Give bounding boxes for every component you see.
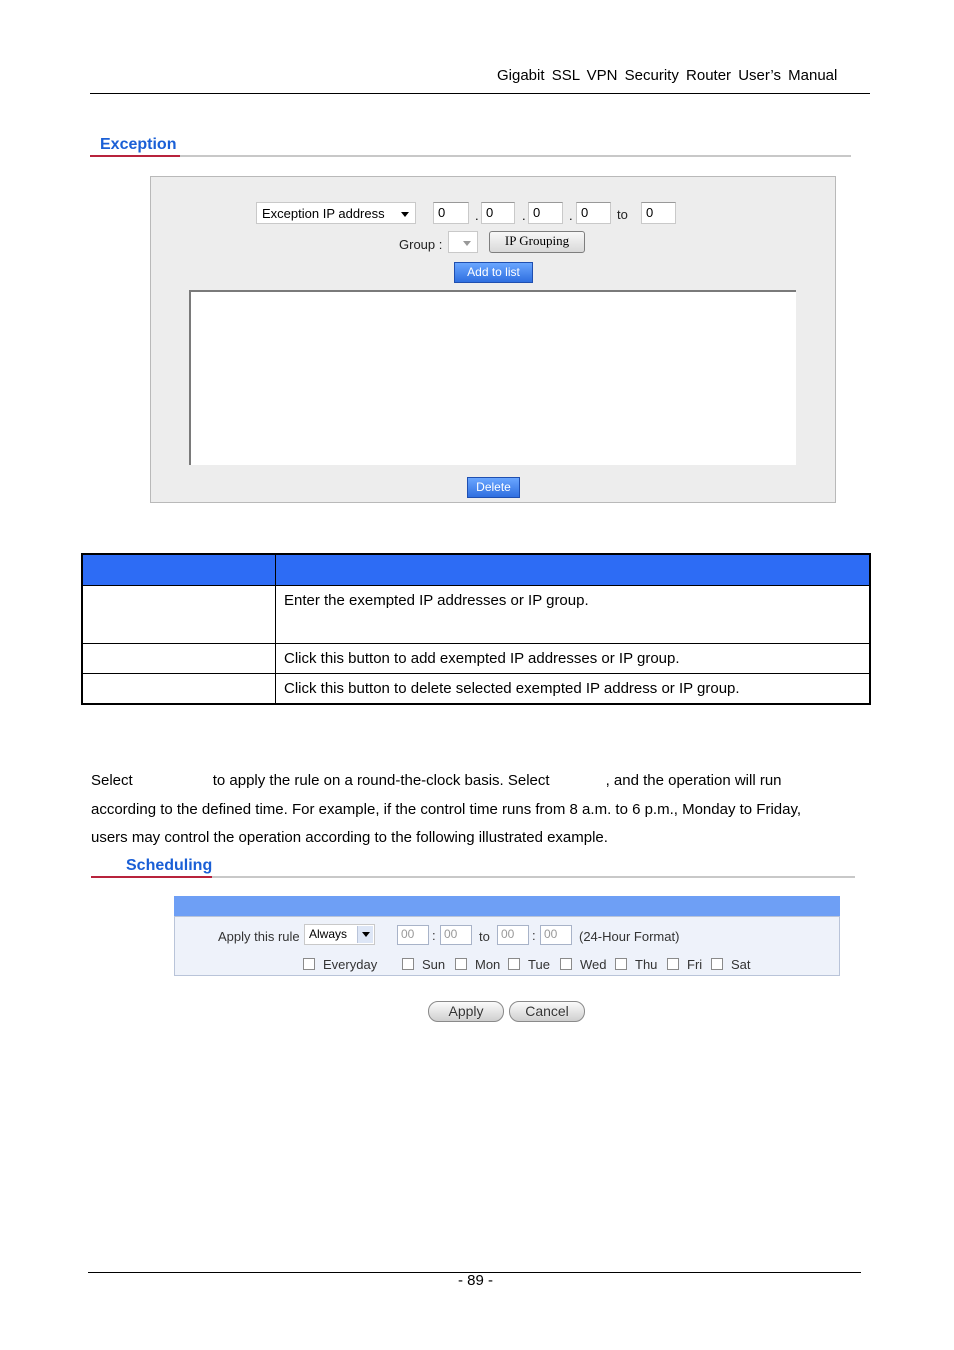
exception-title-rule [180, 155, 851, 157]
start-minute-input[interactable]: 00 [440, 925, 472, 945]
apply-button[interactable]: Apply [428, 1001, 504, 1022]
sun-label: Sun [422, 957, 446, 972]
table-row [82, 644, 870, 674]
exception-type-value: Exception IP address [262, 206, 385, 221]
ip-to-octet[interactable]: 0 [641, 202, 676, 224]
fri-label: Fri [687, 957, 703, 972]
ip-from-octet-1[interactable]: 0 [433, 202, 469, 224]
thu-checkbox[interactable] [615, 958, 627, 970]
ip-from-octet-4[interactable]: 0 [576, 202, 611, 224]
mon-label: Mon [475, 957, 501, 972]
document-header-title: Gigabit SSL VPN Security Router User’s Manual [497, 67, 838, 84]
delete-button[interactable]: Delete [467, 477, 520, 498]
paragraph-line-2: according to the defined time. For example, if the control time runs from 8 a.m. to 6 p.m., Monday to Friday, [91, 801, 802, 818]
exception-type-select[interactable] [256, 202, 416, 224]
time-format-label: (24-Hour Format) [579, 929, 680, 944]
time-colon: : [432, 928, 436, 943]
time-colon: : [532, 928, 536, 943]
end-minute-input[interactable]: 00 [540, 925, 572, 945]
table-header-row [82, 554, 870, 586]
chevron-down-icon [401, 212, 409, 217]
ip-dot-separator: . [522, 208, 526, 223]
page-number: - 89 - [458, 1272, 494, 1289]
scheduling-title-rule [212, 876, 855, 878]
tue-checkbox[interactable] [508, 958, 520, 970]
chevron-down-icon [463, 241, 471, 246]
cancel-button[interactable]: Cancel [509, 1001, 585, 1022]
table-cell-desc: Click this button to add exempted IP addresses or IP group. [276, 644, 871, 674]
time-to-label: to [479, 929, 490, 944]
end-hour-input[interactable]: 00 [497, 925, 529, 945]
paragraph-text: to apply the rule on a round-the-clock basis. Select [212, 772, 550, 789]
paragraph-text: Select [91, 772, 133, 789]
header-divider [90, 93, 870, 94]
paragraph-text: , and the operation will run [605, 772, 782, 789]
table-row [82, 674, 870, 705]
table-header-cell [82, 554, 276, 586]
ip-from-octet-3[interactable]: 0 [528, 202, 563, 224]
fri-checkbox[interactable] [667, 958, 679, 970]
paragraph-line-1 [91, 767, 782, 795]
ip-from-octet-2[interactable]: 0 [481, 202, 515, 224]
apply-rule-label: Apply this rule [218, 929, 300, 944]
sun-checkbox[interactable] [402, 958, 414, 970]
table-cell-term [82, 644, 276, 674]
paragraph-line-3: users may control the operation according to the following illustrated example. [91, 829, 608, 846]
description-table [81, 553, 871, 705]
table-header-cell [276, 554, 871, 586]
apply-rule-value: Always [309, 927, 348, 941]
sat-checkbox[interactable] [711, 958, 723, 970]
exception-title-accent [90, 155, 180, 157]
everyday-label: Everyday [323, 957, 378, 972]
sat-label: Sat [731, 957, 751, 972]
chevron-down-icon [362, 932, 370, 937]
scheduling-panel-header [174, 896, 840, 916]
dropdown-button [357, 926, 373, 943]
ip-range-to-label: to [617, 207, 628, 222]
start-hour-input[interactable]: 00 [397, 925, 429, 945]
everyday-checkbox[interactable] [303, 958, 315, 970]
exception-list-box[interactable] [189, 290, 796, 465]
exception-section-title: Exception [100, 136, 177, 153]
ip-dot-separator: . [569, 208, 573, 223]
apply-rule-select[interactable] [304, 924, 375, 945]
table-cell-desc: Enter the exempted IP addresses or IP group. [276, 586, 871, 644]
table-cell-term [82, 674, 276, 705]
scheduling-title-accent [91, 876, 212, 878]
wed-label: Wed [580, 957, 607, 972]
ip-grouping-button[interactable]: IP Grouping [489, 231, 585, 253]
mon-checkbox[interactable] [455, 958, 467, 970]
table-cell-term [82, 586, 276, 644]
ip-dot-separator: . [475, 208, 479, 223]
tue-label: Tue [528, 957, 550, 972]
table-row [82, 586, 870, 644]
thu-label: Thu [635, 957, 658, 972]
scheduling-section-title: Scheduling [126, 857, 213, 874]
wed-checkbox[interactable] [560, 958, 572, 970]
table-cell-desc: Click this button to delete selected exempted IP address or IP group. [276, 674, 871, 705]
add-to-list-button[interactable]: Add to list [454, 262, 533, 283]
group-select[interactable] [448, 231, 478, 253]
group-label: Group : [399, 237, 443, 252]
